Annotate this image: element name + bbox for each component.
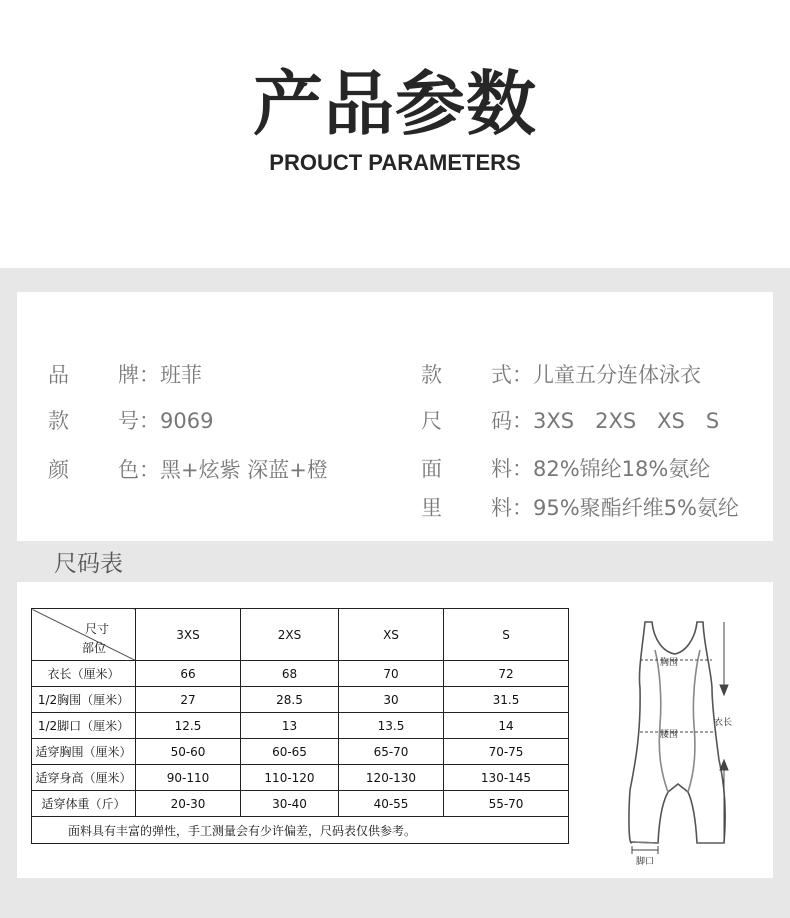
table-cell: 65-70 [339,739,444,765]
table-cell: 27 [136,687,241,713]
table-cell: 50-60 [136,739,241,765]
size-header-cell: XS [339,609,444,661]
page-title: 产品参数 [253,63,537,145]
row-label: 衣长（厘米） [32,661,136,687]
page-subtitle: PROUCT PARAMETERS [269,150,521,175]
param-lining: 里 料：95%聚酯纤维5%氨纶 [421,496,739,520]
table-cell: 70-75 [444,739,569,765]
row-label: 适穿胸围（厘米） [32,739,136,765]
swimsuit-diagram [600,610,750,872]
table-cell: 55-70 [444,791,569,817]
table-row [32,713,569,739]
size-table [31,608,569,844]
size-header-cell: S [444,609,569,661]
table-cell: 31.5 [444,687,569,713]
table-header-row [32,609,569,661]
table-cell: 90-110 [136,765,241,791]
row-label: 适穿体重（斤） [32,791,136,817]
table-cell: 30 [339,687,444,713]
corner-top-label: 尺寸 [84,622,109,636]
param-style: 款 式：儿童五分连体泳衣 [421,363,701,387]
param-fabric: 面 料：82%锦纶18%氨纶 [421,457,711,481]
table-row [32,791,569,817]
table-cell: 12.5 [136,713,241,739]
table-cell: 28.5 [241,687,339,713]
corner-bottom-label: 部位 [82,641,107,655]
param-color: 颜 色：黑+炫紫 深蓝+橙 [48,458,328,482]
table-cell: 40-55 [339,791,444,817]
table-cell: 20-30 [136,791,241,817]
table-corner-cell [32,609,136,661]
table-row [32,765,569,791]
header [0,0,790,268]
table-note-row [32,817,569,844]
param-model: 款 号：9069 [48,409,214,433]
row-label: 1/2脚口（厘米） [32,713,136,739]
leg-label: 脚口 [636,857,655,867]
table-cell: 110-120 [241,765,339,791]
table-cell: 66 [136,661,241,687]
table-row [32,739,569,765]
size-header-cell: 3XS [136,609,241,661]
table-cell: 13 [241,713,339,739]
param-sizes: 尺 码：3XS 2XS XS S [421,409,720,433]
size-chart-title: 尺码表 [54,551,123,577]
table-row [32,687,569,713]
length-label: 衣长 [714,718,733,728]
size-chart-note: 面料具有丰富的弹性，手工测量会有少许偏差，尺码表仅供参考。 [32,817,569,844]
table-cell: 70 [339,661,444,687]
table-cell: 130-145 [444,765,569,791]
table-row [32,661,569,687]
row-label: 1/2胸围（厘米） [32,687,136,713]
param-brand: 品 牌：班菲 [48,363,202,387]
table-cell: 30-40 [241,791,339,817]
size-header-cell: 2XS [241,609,339,661]
waist-label: 腰围 [660,730,679,740]
table-cell: 14 [444,713,569,739]
table-cell: 60-65 [241,739,339,765]
table-cell: 120-130 [339,765,444,791]
table-cell: 72 [444,661,569,687]
chest-label: 胸围 [660,658,679,668]
table-cell: 13.5 [339,713,444,739]
table-cell: 68 [241,661,339,687]
row-label: 适穿身高（厘米） [32,765,136,791]
